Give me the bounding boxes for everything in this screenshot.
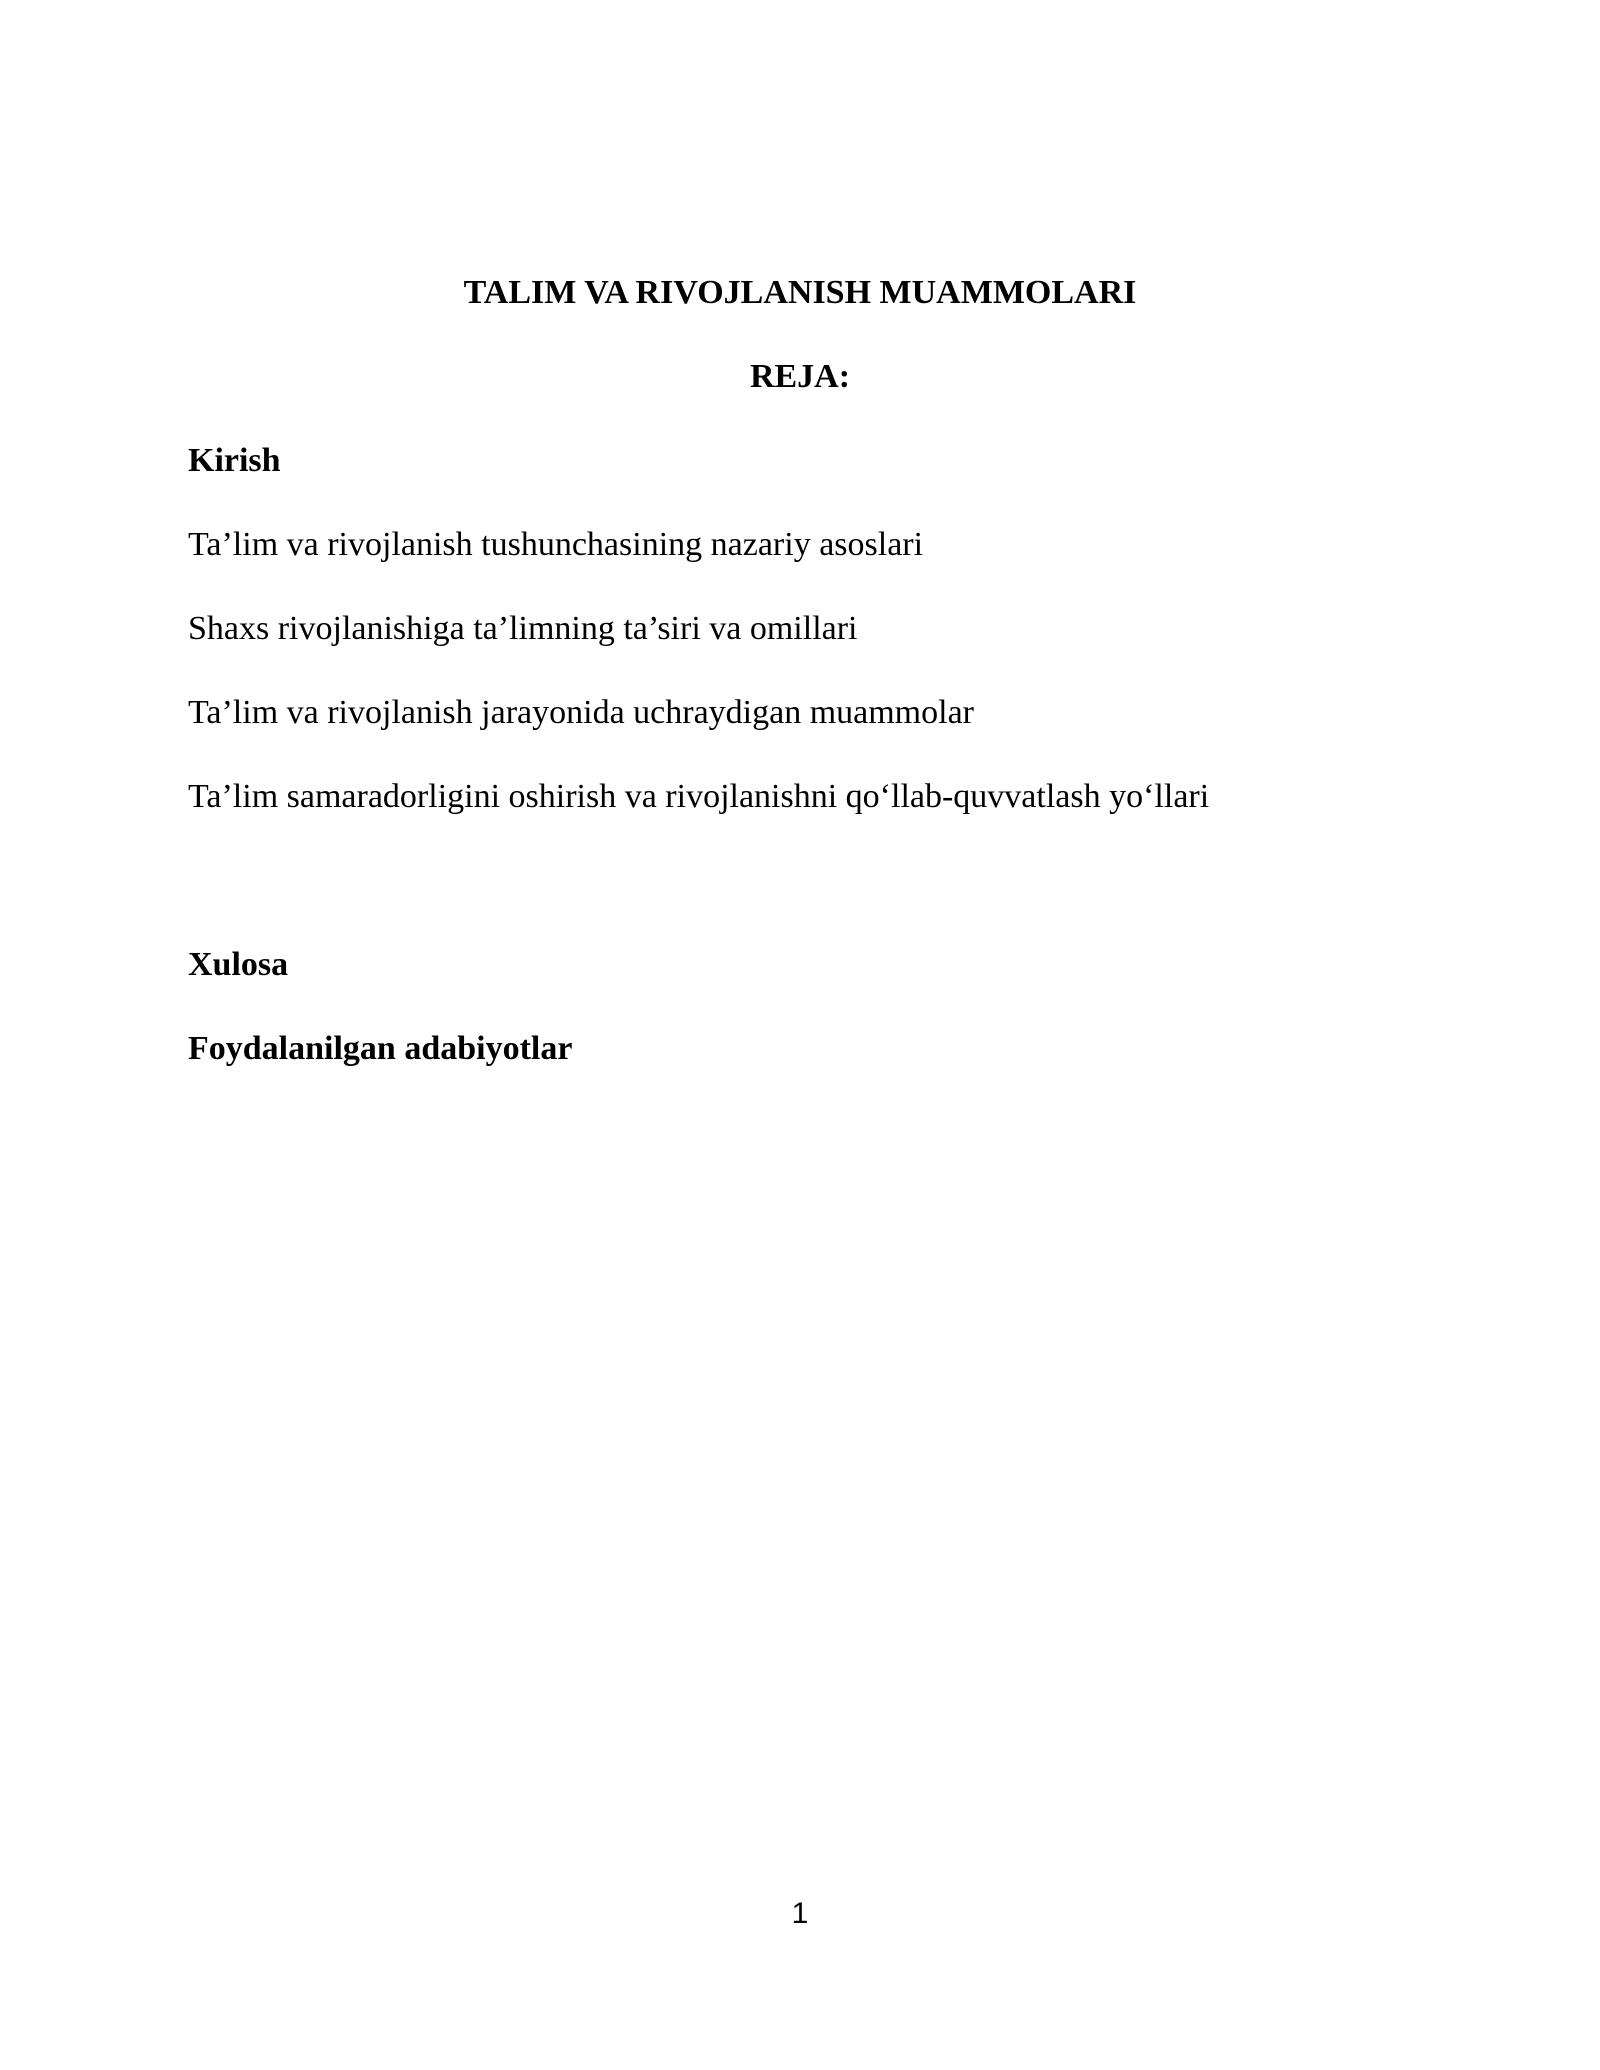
document-title: TALIM VA RIVOJLANISH MUAMMOLARI [463, 274, 1137, 311]
plan-item-conclusion: Xulosa [188, 946, 289, 983]
plan-heading: REJA: [749, 358, 851, 395]
plan-item-references: Foydalanilgan adabiyotlar [188, 1030, 573, 1067]
page-number: 1 [791, 1897, 809, 1930]
plan-item-problems: Ta’lim va rivojlanish jarayonida uchraydigan muammolar [188, 694, 974, 731]
plan-item-improvement-ways: Ta’lim samaradorligini oshirish va rivojlanishni qo‘llab-quvvatlash yo‘llari [188, 778, 1210, 815]
plan-item-theoretical-foundations: Ta’lim va rivojlanish tushunchasining nazariy asoslari [188, 526, 924, 563]
plan-item-influence-factors: Shaxs rivojlanishiga ta’limning ta’siri va omillari [188, 610, 858, 647]
plan-item-introduction: Kirish [188, 442, 281, 479]
